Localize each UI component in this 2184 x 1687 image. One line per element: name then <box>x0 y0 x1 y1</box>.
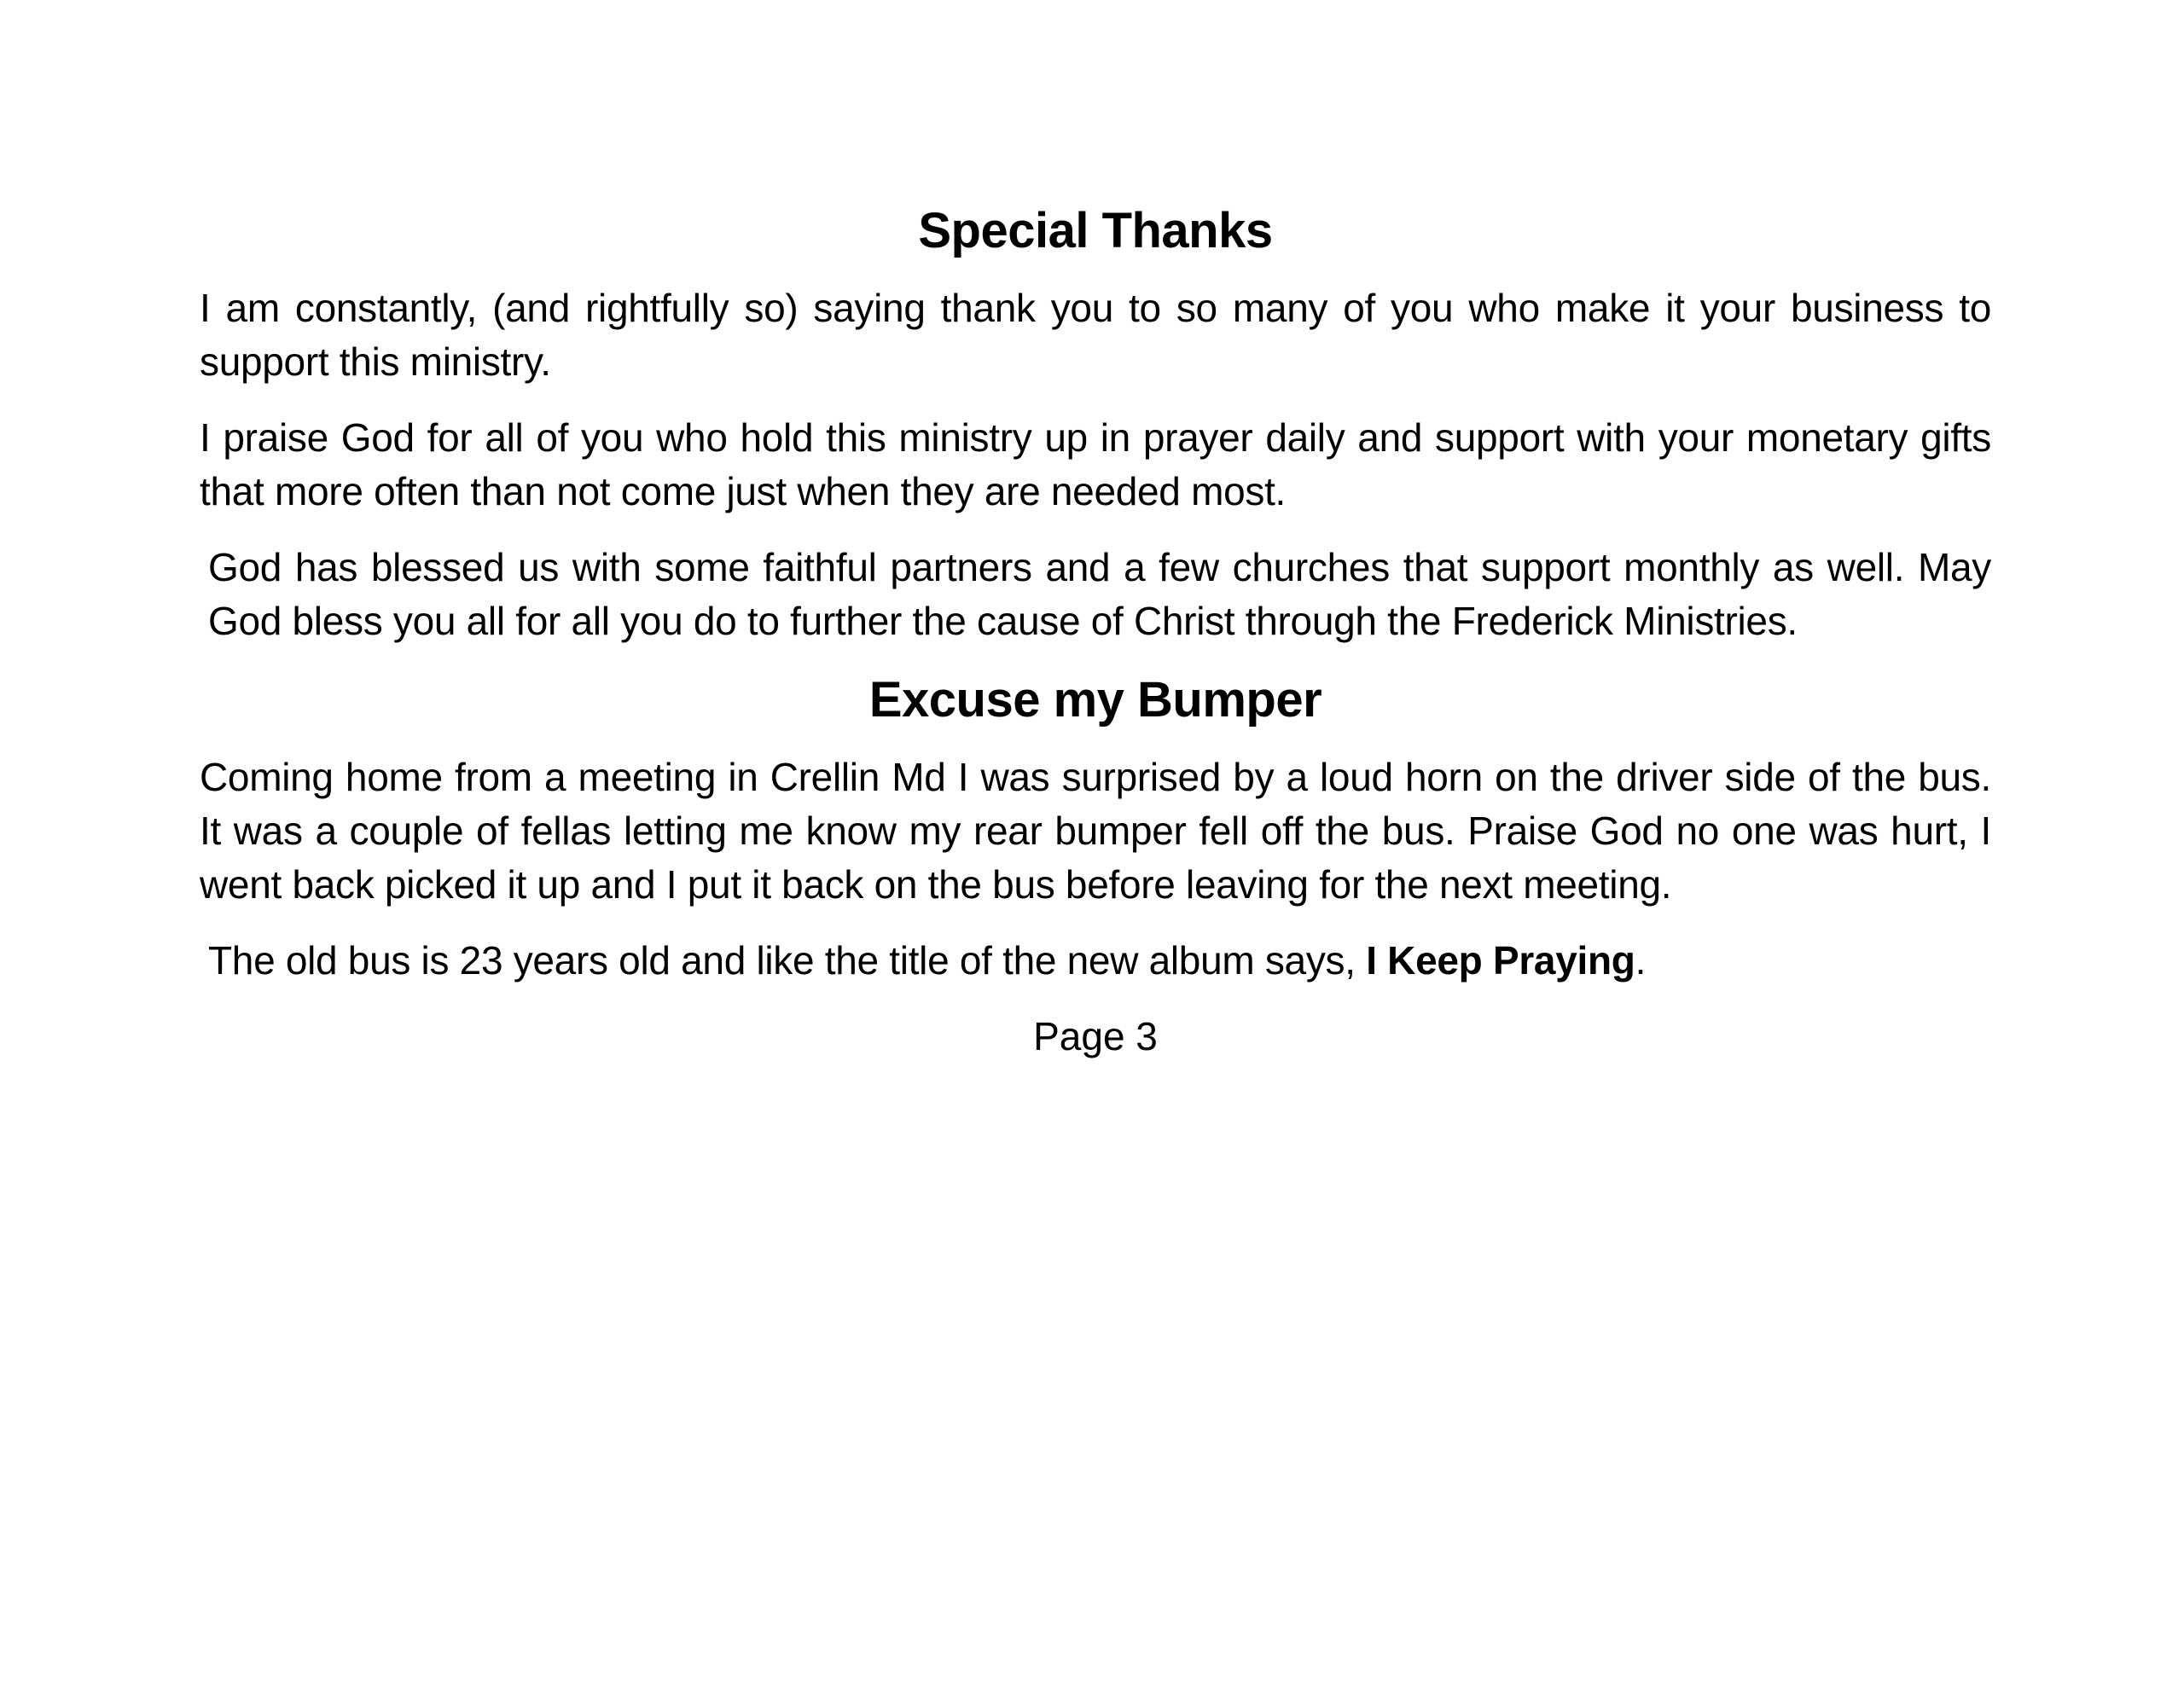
page-content <box>200 201 1991 1064</box>
paragraph-bumper-closing <box>200 934 1991 988</box>
paragraph-thanks-3: God has blessed us with some faithful partners and a few churches that support monthly as well. May God bless you all for all you do to further the cause of Christ through the Frederick Ministries. <box>208 545 1991 643</box>
section-heading-special-thanks: Special Thanks <box>918 203 1273 258</box>
closing-suffix: . <box>1635 938 1647 983</box>
closing-text: The old bus is 23 years old and like the title of the new album says, <box>208 938 1367 983</box>
paragraph-thanks-2: I praise God for all of you who hold this ministry up in prayer daily and support with your monetary gifts that more often than not come just when they are needed most. <box>200 415 1991 513</box>
page-number: Page 3 <box>1033 1014 1158 1058</box>
section-heading-excuse-my-bumper: Excuse my Bumper <box>868 672 1322 728</box>
paragraph-thanks-1: I am constantly, (and rightfully so) saying thank you to so many of you who make it your business to support this ministry. <box>200 286 1991 384</box>
paragraph-bumper-1: Coming home from a meeting in Crellin Md I was surprised by a loud horn on the driver side of the bus. It was a couple of fellas letting me know my rear bumper fell off the bus. Praise God no one was hurt, I went back picked it up and I put it back on the bus before leaving for the next meeting. <box>200 755 1991 907</box>
album-title: I Keep Praying <box>1366 938 1635 983</box>
